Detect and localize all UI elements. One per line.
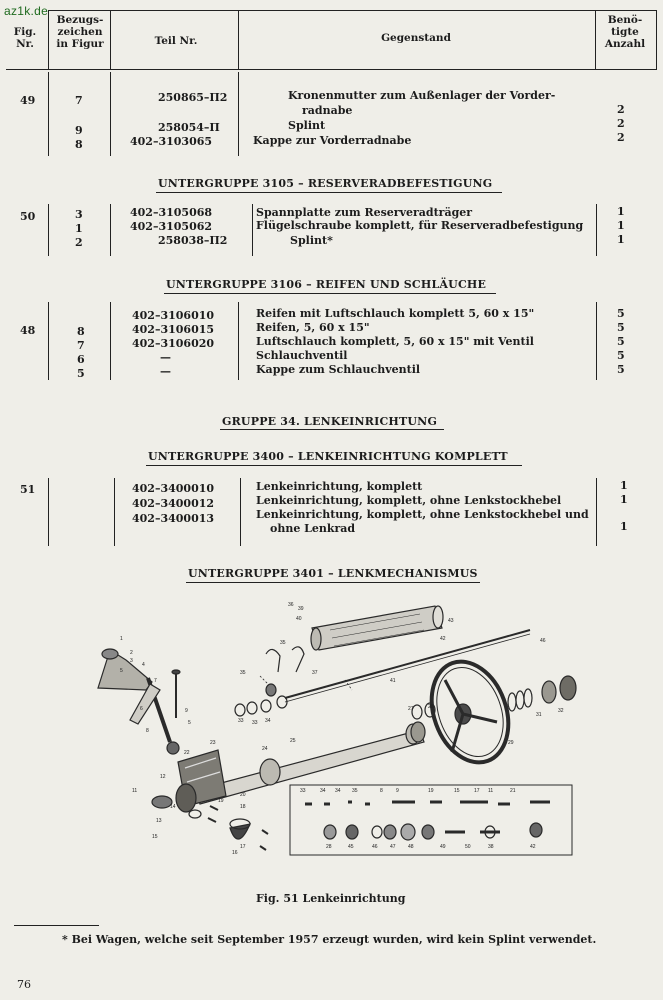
- item-description: Lenkeinrichtung, komplett, ohne Lenkstockhebel und: [256, 508, 589, 521]
- svg-text:32: 32: [558, 708, 564, 714]
- svg-text:37: 37: [312, 670, 318, 676]
- header-fig-nr: Fig. Nr.: [13, 26, 37, 50]
- part-number: 402–3103065: [130, 135, 213, 148]
- column-divider: [110, 302, 111, 380]
- svg-text:19: 19: [428, 788, 434, 794]
- svg-text:9: 9: [396, 788, 399, 794]
- quantity: 1: [617, 233, 625, 246]
- svg-text:43: 43: [448, 618, 454, 624]
- ref-number: 2: [75, 236, 83, 249]
- svg-text:39: 39: [298, 606, 304, 612]
- part-number: 258054–П: [158, 121, 220, 134]
- quantity: 5: [617, 349, 625, 362]
- svg-text:8: 8: [380, 788, 383, 794]
- svg-text:22: 22: [184, 750, 190, 756]
- svg-text:33: 33: [252, 720, 258, 726]
- item-description: Spannplatte zum Reserveradträger: [256, 206, 473, 219]
- svg-text:35: 35: [240, 670, 246, 676]
- svg-text:23: 23: [210, 740, 216, 746]
- ref-number: 3: [75, 208, 83, 221]
- footnote: * Bei Wagen, welche seit September 1957 erzeugt wurden, wird kein Splint verwendet.: [62, 933, 597, 946]
- svg-text:17: 17: [240, 844, 246, 850]
- column-divider: [596, 302, 597, 380]
- column-divider: [240, 478, 241, 546]
- ref-number: 6: [77, 353, 85, 366]
- header-bottom-rule: [6, 69, 656, 70]
- quantity: 5: [617, 307, 625, 320]
- svg-text:11: 11: [488, 788, 494, 794]
- section-heading-3105: UNTERGRUPPE 3105 – RESERVERADBEFESTIGUNG: [158, 177, 493, 190]
- item-description: Kappe zum Schlauchventil: [256, 363, 421, 376]
- lower-column: [195, 722, 425, 804]
- svg-text:34: 34: [265, 718, 271, 724]
- item-description: Lenkeinrichtung, komplett: [256, 480, 423, 493]
- svg-text:17: 17: [474, 788, 480, 794]
- svg-text:48: 48: [408, 844, 414, 850]
- section-underline: [220, 429, 444, 430]
- svg-text:38: 38: [488, 844, 494, 850]
- fig-number: 49: [20, 94, 36, 107]
- section-underline: [186, 582, 480, 583]
- washers: [235, 684, 435, 719]
- item-description: Flügelschraube komplett, für Reserveradbefestigung: [256, 219, 584, 232]
- svg-text:7: 7: [154, 678, 157, 684]
- figure-caption: Fig. 51 Lenkeinrichtung: [256, 892, 406, 905]
- part-number: 258038–П2: [158, 234, 228, 247]
- quantity: 1: [617, 219, 625, 232]
- column-divider: [252, 204, 253, 256]
- svg-text:50: 50: [465, 844, 471, 850]
- column-divider: [110, 204, 111, 256]
- column-divider: [48, 72, 49, 156]
- ref-number: 5: [77, 367, 85, 380]
- part-number: 402–3400013: [132, 512, 215, 525]
- svg-text:8: 8: [146, 728, 149, 734]
- svg-text:5: 5: [120, 668, 123, 674]
- item-description: Schlauchventil: [256, 349, 348, 362]
- part-number: 402–3105062: [130, 220, 213, 233]
- svg-text:9: 9: [185, 708, 188, 714]
- part-number: 402–3106010: [132, 309, 215, 322]
- item-description: Splint*: [290, 234, 333, 247]
- item-description: Splint: [288, 119, 326, 132]
- header-top-rule: [48, 10, 656, 11]
- svg-text:28: 28: [428, 704, 434, 710]
- svg-text:11: 11: [132, 788, 138, 794]
- footnote-rule: [14, 925, 99, 926]
- part-number: —: [160, 365, 171, 378]
- svg-text:33: 33: [238, 718, 244, 724]
- part-number: 250865–П2: [158, 91, 228, 104]
- quantity: 5: [617, 321, 625, 334]
- section-underline: [156, 192, 502, 193]
- clamp-left: [266, 649, 280, 672]
- svg-text:5: 5: [188, 720, 191, 726]
- header-anzahl: Benö- tigte Anzahl: [604, 14, 646, 50]
- bearing-rings: [508, 676, 576, 711]
- svg-text:36: 36: [288, 602, 294, 608]
- column-divider: [596, 478, 597, 546]
- section-heading-3400: UNTERGRUPPE 3400 – LENKEINRICHTUNG KOMPLETT: [148, 450, 508, 463]
- svg-text:2: 2: [130, 650, 133, 656]
- ref-number: 7: [77, 339, 85, 352]
- quantity: 5: [617, 335, 625, 348]
- quantity: 1: [620, 520, 628, 533]
- svg-text:21: 21: [510, 788, 516, 794]
- section-heading-3106: UNTERGRUPPE 3106 – REIFEN UND SCHLÄUCHE: [166, 278, 487, 291]
- column-divider: [48, 204, 49, 256]
- part-number: 402–3400010: [132, 482, 215, 495]
- svg-text:4: 4: [142, 662, 145, 668]
- clamp-right: [292, 647, 304, 672]
- item-description: Luftschlauch komplett, 5, 60 x 15" mit Ventil: [256, 335, 534, 348]
- part-number: 402–3105068: [130, 206, 213, 219]
- header-divider: [656, 10, 657, 70]
- header-divider: [595, 10, 596, 70]
- svg-text:28: 28: [326, 844, 332, 850]
- column-divider: [110, 72, 111, 156]
- quantity: 2: [617, 131, 625, 144]
- header-divider: [110, 10, 111, 70]
- steering-wheel: [418, 651, 521, 773]
- svg-text:6: 6: [140, 706, 143, 712]
- svg-text:13: 13: [156, 818, 162, 824]
- svg-text:18: 18: [240, 804, 246, 810]
- fig-number: 48: [20, 324, 36, 337]
- svg-text:35: 35: [352, 788, 358, 794]
- svg-text:16: 16: [232, 850, 238, 856]
- svg-text:3: 3: [130, 658, 133, 664]
- column-divider: [48, 302, 49, 380]
- quantity: 2: [617, 117, 625, 130]
- svg-text:34: 34: [320, 788, 326, 794]
- svg-text:20: 20: [240, 792, 246, 798]
- column-divider: [238, 72, 239, 156]
- section-underline: [164, 293, 496, 294]
- svg-text:29: 29: [508, 740, 514, 746]
- ref-number: 1: [75, 222, 83, 235]
- steering-mechanism-exploded-illustration: [90, 592, 590, 882]
- svg-text:45: 45: [348, 844, 354, 850]
- ref-number: 7: [75, 94, 83, 107]
- item-description: Lenkeinrichtung, komplett, ohne Lenkstockhebel: [256, 494, 562, 507]
- header-bezugszeichen: Bezugs- zeichen in Figur: [56, 14, 104, 50]
- svg-text:24: 24: [262, 746, 268, 752]
- svg-text:14: 14: [170, 804, 176, 810]
- svg-text:42: 42: [440, 636, 446, 642]
- svg-text:46: 46: [372, 844, 378, 850]
- item-description-cont: ohne Lenkrad: [270, 522, 356, 535]
- page-number: 76: [17, 978, 31, 991]
- item-description: Reifen mit Luftschlauch komplett 5, 60 x 15": [256, 307, 535, 320]
- item-description-cont: radnabe: [302, 104, 353, 117]
- svg-text:46: 46: [540, 638, 546, 644]
- header-divider: [238, 10, 239, 70]
- quantity: 5: [617, 363, 625, 376]
- site-watermark: az1k.de: [4, 4, 49, 18]
- item-description: Reifen, 5, 60 x 15": [256, 321, 370, 334]
- group-heading-34: GRUPPE 34. LENKEINRICHTUNG: [222, 415, 438, 428]
- quantity: 1: [620, 493, 628, 506]
- part-number: 402–3106015: [132, 323, 215, 336]
- svg-text:15: 15: [152, 834, 158, 840]
- column-divider: [238, 302, 239, 380]
- fig-number: 51: [20, 483, 36, 496]
- item-description: Kappe zur Vorderradnabe: [253, 134, 412, 147]
- steering-column-tube: [311, 606, 443, 650]
- section-underline: [146, 465, 522, 466]
- quantity: 1: [617, 205, 625, 218]
- svg-text:41: 41: [390, 678, 396, 684]
- section-heading-3401: UNTERGRUPPE 3401 – LENKMECHANISMUS: [188, 567, 478, 580]
- svg-text:34: 34: [335, 788, 341, 794]
- svg-text:12: 12: [160, 774, 166, 780]
- svg-text:27: 27: [408, 706, 414, 712]
- svg-text:19: 19: [218, 798, 224, 804]
- pitman-arm: [98, 649, 179, 754]
- ref-number: 9: [75, 124, 83, 137]
- svg-text:1: 1: [120, 636, 123, 642]
- part-number: 402–3106020: [132, 337, 215, 350]
- column-divider: [596, 204, 597, 256]
- svg-text:40: 40: [296, 616, 302, 622]
- svg-text:35: 35: [280, 640, 286, 646]
- svg-text:49: 49: [440, 844, 446, 850]
- fig-number: 50: [20, 210, 36, 223]
- quantity: 1: [620, 479, 628, 492]
- svg-text:33: 33: [300, 788, 306, 794]
- header-gegenstand: Gegenstand: [381, 32, 451, 44]
- part-number: 402–3400012: [132, 497, 215, 510]
- svg-text:31: 31: [536, 712, 542, 718]
- quantity: 2: [617, 103, 625, 116]
- item-description: Kronenmutter zum Außenlager der Vorder-: [288, 89, 556, 102]
- svg-text:47: 47: [390, 844, 396, 850]
- part-number: —: [160, 351, 171, 364]
- svg-text:25: 25: [290, 738, 296, 744]
- svg-text:42: 42: [530, 844, 536, 850]
- svg-text:15: 15: [454, 788, 460, 794]
- ref-number: 8: [75, 138, 83, 151]
- header-teil-nr: Teil Nr.: [154, 35, 198, 47]
- header-divider: [48, 10, 49, 70]
- column-divider: [114, 478, 115, 546]
- ref-number: 8: [77, 325, 85, 338]
- column-divider: [48, 478, 49, 546]
